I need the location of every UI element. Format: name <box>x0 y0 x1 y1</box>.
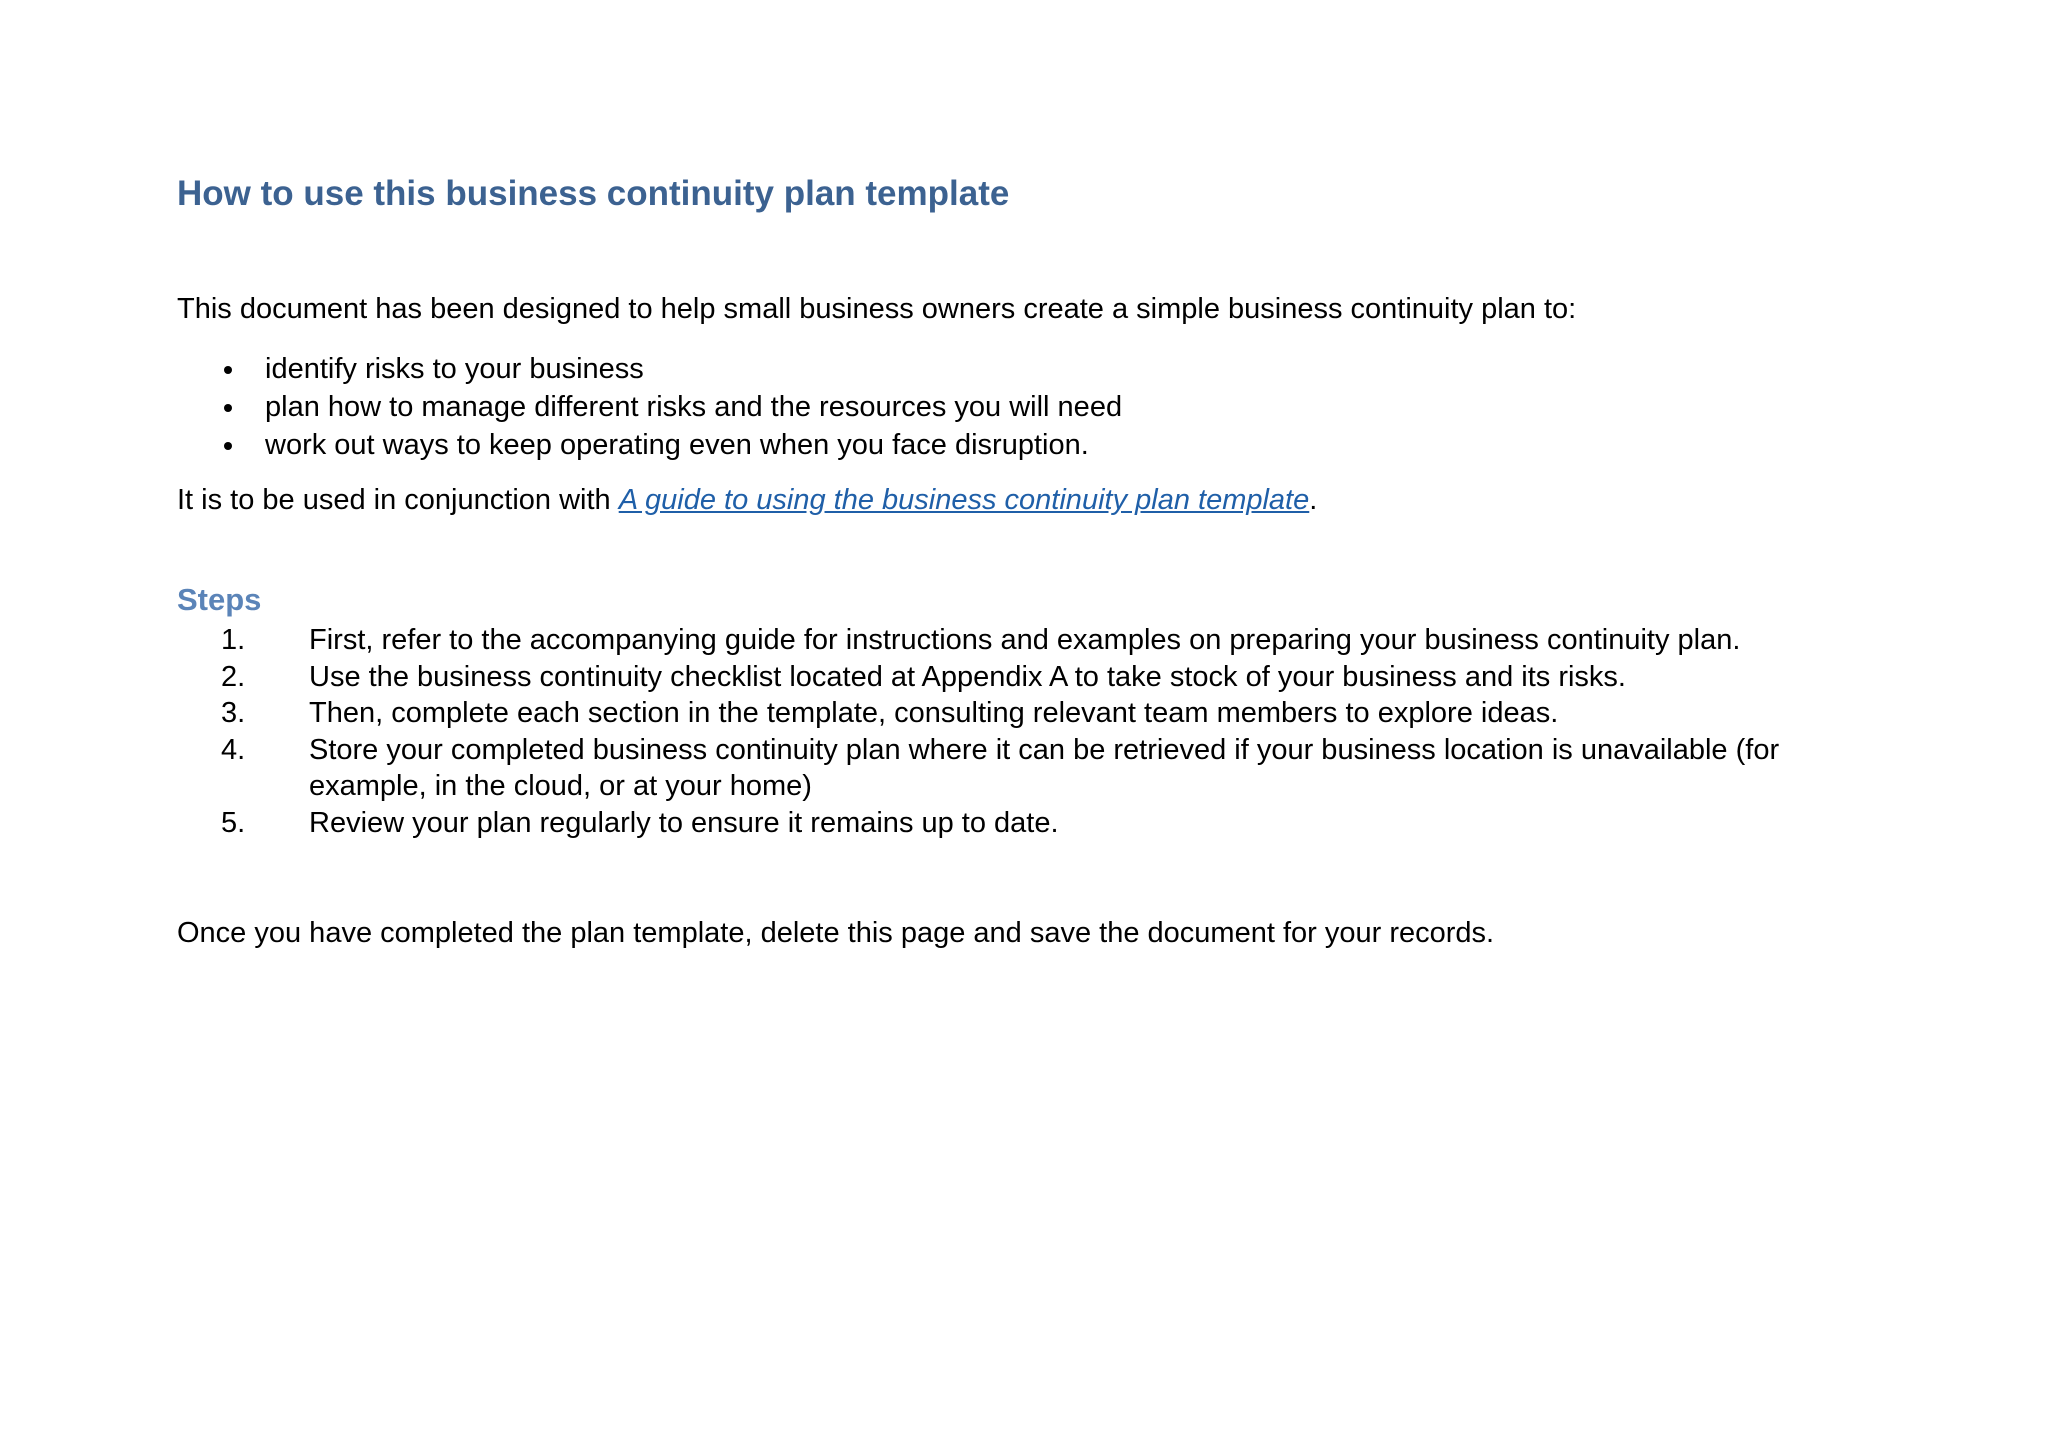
step-text: Then, complete each section in the template, consulting relevant team members to explore ideas. <box>309 697 1559 729</box>
step-item <box>177 805 1989 842</box>
step-number: 5. <box>221 806 246 839</box>
step-text: First, refer to the accompanying guide for instructions and examples on preparing your business continuity plan. <box>309 624 1741 656</box>
bullet-text: plan how to manage different risks and the resources you will need <box>265 391 1123 423</box>
step-item <box>177 695 1989 732</box>
conjunction-prefix: It is to be used in conjunction with <box>177 484 619 516</box>
steps-list <box>177 622 1989 841</box>
bullet-icon <box>224 442 232 450</box>
step-item <box>177 659 1989 696</box>
step-text-continuation: example, in the cloud, or at your home) <box>309 770 812 802</box>
step-item <box>177 732 1989 805</box>
closing-paragraph: Once you have completed the plan template, delete this page and save the document for your records. <box>177 917 1495 949</box>
step-number: 4. <box>221 733 246 766</box>
bullet-text: work out ways to keep operating even when you face disruption. <box>265 429 1089 461</box>
bullet-icon <box>224 366 232 374</box>
step-text: Review your plan regularly to ensure it remains up to date. <box>309 806 1059 839</box>
guide-link[interactable]: A guide to using the business continuity plan template <box>618 484 1310 516</box>
bullet-text: identify risks to your business <box>265 353 644 385</box>
step-number: 1. <box>221 624 246 656</box>
step-text: Use the business continuity checklist located at Appendix A to take stock of your business and its risks. <box>309 660 1626 693</box>
step-item <box>177 622 1989 659</box>
step-text: Store your completed business continuity plan where it can be retrieved if your business location is unavailable (for <box>309 733 1780 766</box>
conjunction-paragraph <box>177 484 1317 517</box>
intro-paragraph: This document has been designed to help small business owners create a simple business continuity plan to: <box>177 293 1577 325</box>
step-number: 2. <box>221 660 246 693</box>
bullet-icon <box>224 404 232 412</box>
page-title: How to use this business continuity plan template <box>177 174 1010 213</box>
steps-heading: Steps <box>177 582 262 617</box>
conjunction-suffix: . <box>1309 484 1318 516</box>
step-number: 3. <box>221 697 246 729</box>
